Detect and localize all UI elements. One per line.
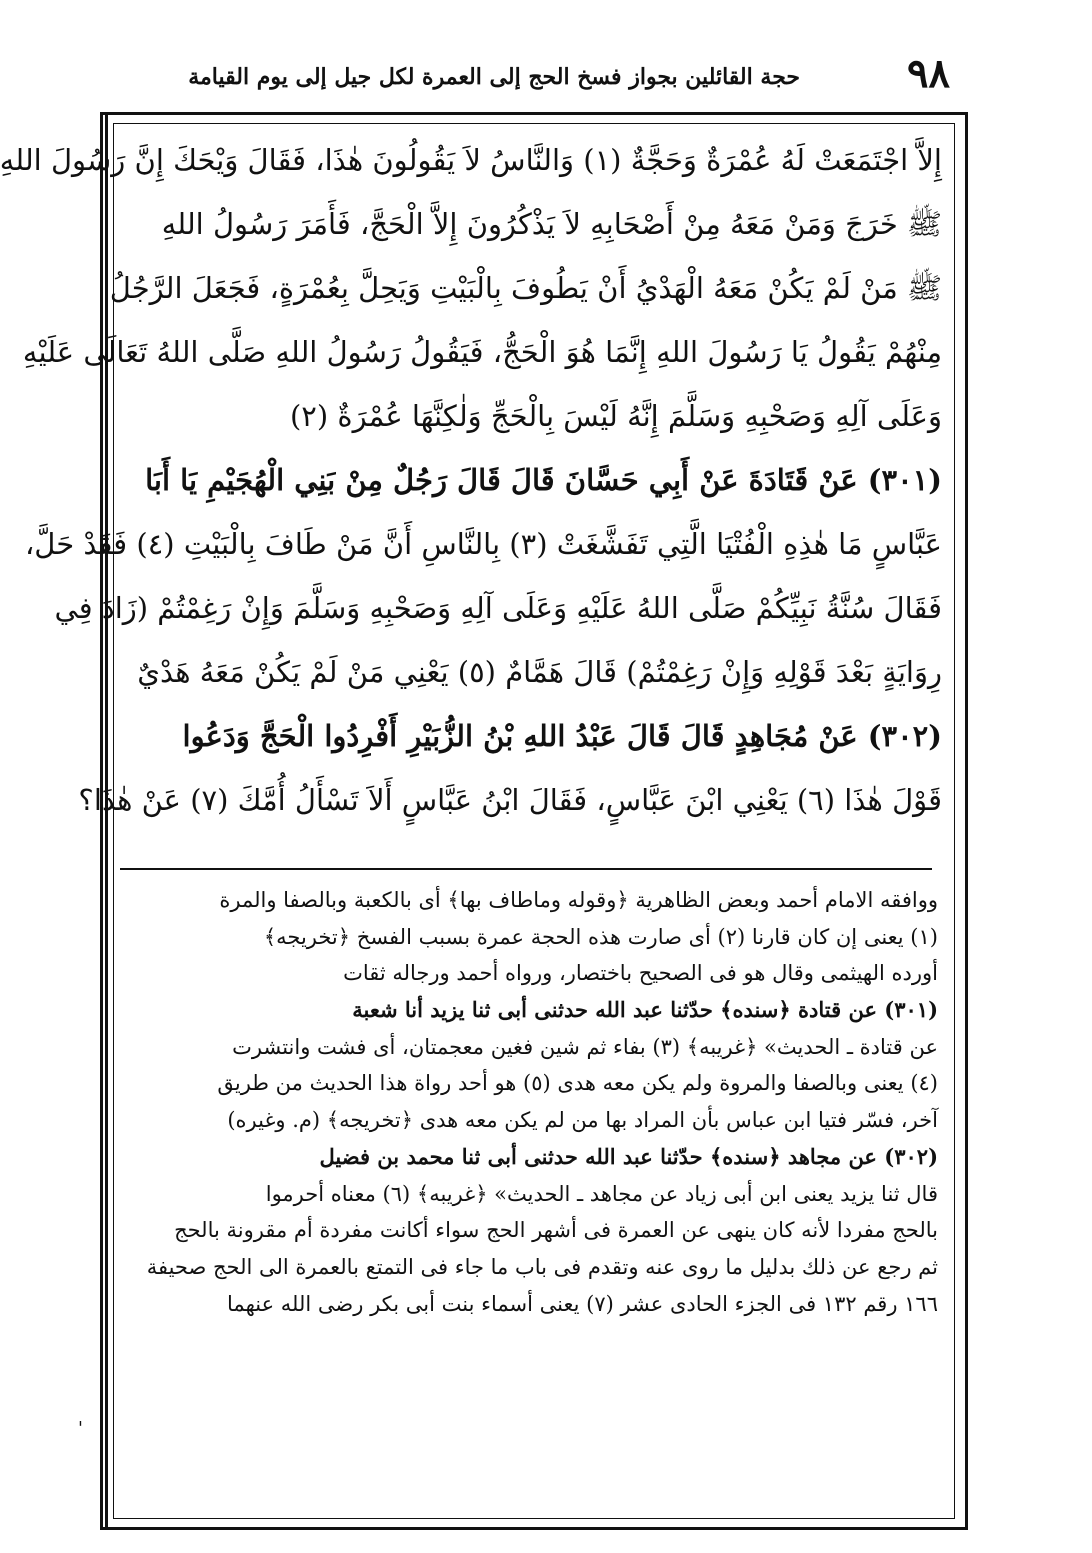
main-text-line: وَعَلَى آلِهِ وَصَحْبِهِ وَسَلَّمَ إِنَّهُ لَيْسَ بِالْحَجِّ وَلٰكِنَّهَا عُمْرَةٌ (٢) bbox=[289, 399, 942, 433]
footnote-line: (٣٠٢) عن مجاهد ﴿سنده﴾ حدّثنا عبد الله حدثنى أبى ثنا محمد بن فضيل bbox=[319, 1143, 938, 1169]
main-text-line: ﷺ مَنْ لَمْ يَكُنْ مَعَهُ الْهَدْيُ أَنْ يَطُوفَ بِالْبَيْتِ وَيَحِلَّ بِعُمْرَةٍ، فَجَعَلَ الرَّجُلُ bbox=[109, 271, 942, 305]
footnote-line: (٣٠١) عن قتادة ﴿سنده﴾ حدّثنا عبد الله حدثنى أبى ثنا يزيد أنا شعبة bbox=[352, 997, 938, 1023]
hadith-302-line: (٣٠٢) عَنْ مُجَاهِدٍ قَالَ قَالَ عَبْدُ اللهِ بْنُ الزُّبَيْرِ أَفْرِدُوا الْحَجَّ وَدَعُوا bbox=[182, 719, 942, 753]
footnote-line: ١٦٦ رقم ١٣٢ فى الجزء الحادى عشر (٧) يعنى أسماء بنت أبى بكر رضى الله عنهما bbox=[227, 1291, 938, 1316]
main-text-line: مِنْهُمْ يَقُولُ يَا رَسُولَ اللهِ إِنَّمَا هُوَ الْحَجُّ، فَيَقُولُ رَسُولُ اللهِ صَلَّى اللهُ تَعَالَى عَلَيْهِ bbox=[22, 335, 942, 369]
footnote-line: أورده الهيثمى وقال هو فى الصحيح باختصار، ورواه أحمد ورجاله ثقات bbox=[343, 961, 938, 986]
main-text-line: ﷺ خَرَجَ وَمَنْ مَعَهُ مِنْ أَصْحَابِهِ لاَ يَذْكُرُونَ إِلاَّ الْحَجَّ، فَأَمَرَ رَسُولُ اللهِ bbox=[161, 207, 942, 241]
footnote-line: ثم رجع عن ذلك بدليل ما روى عنه وتقدم فى باب ما جاء فى التمتع بالعمرة الى الحج صحيفة bbox=[146, 1254, 938, 1279]
footnote-line: عن قتادة ـ الحديث» ﴿غريبه﴾ (٣) بفاء ثم شين فغين معجمتان، أى فشت وانتشرت bbox=[232, 1034, 938, 1059]
main-text-line: قَوْلَ هٰذَا (٦) يَعْنِي ابْنَ عَبَّاسٍ، فَقَالَ ابْنُ عَبَّاسٍ أَلاَ تَسْأَلُ أُمَّكَ (٧) عَنْ هٰذَا؟ bbox=[78, 783, 942, 817]
footnote-line: (١) يعنى إن كان قارنا (٢) أى صارت هذه الحجة عمرة بسبب الفسخ ﴿تخريجه﴾ bbox=[263, 924, 938, 949]
main-text-line: رِوَايَةٍ بَعْدَ قَوْلِهِ وَإِنْ رَغِمْتُمْ) قَالَ هَمَّامٌ (٥) يَعْنِي مَنْ لَمْ يَكُنْ مَعَهُ هَدْيٌ bbox=[137, 655, 942, 689]
footnotes bbox=[112, 882, 938, 1522]
main-text-line: إِلاَّ اجْتَمَعَتْ لَهُ عُمْرَةٌ وَحَجَّةٌ (١) وَالنَّاسُ لاَ يَقُولُونَ هٰذَا، فَقَالَ وَيْحَكَ إِنَّ رَسُولَ اللهِ bbox=[0, 143, 942, 177]
page-number: ٩٨ bbox=[907, 50, 950, 97]
page-header bbox=[100, 50, 970, 110]
hadith-301-line: (٣٠١) عَنْ قَتَادَةَ عَنْ أَبِي حَسَّانَ قَالَ قَالَ رَجُلٌ مِنْ بَنِي الْهُجَيْمِ يَا أَبَا bbox=[145, 463, 942, 497]
main-text-line: عَبَّاسٍ مَا هٰذِهِ الْفُتْيَا الَّتِي تَفَشَّغَتْ (٣) بِالنَّاسِ أَنَّ مَنْ طَافَ بِالْبَيْتِ (٤) فَقَدْ حَلَّ، bbox=[24, 527, 942, 561]
footnote-divider bbox=[120, 868, 932, 870]
footnote-line: آخر، فسّر فتيا ابن عباس بأن المراد بها من لم يكن معه هدى ﴿تخريجه﴾ (م. وغيره) bbox=[227, 1108, 938, 1133]
running-title: حجة القائلين بجواز فسخ الحج إلى العمرة لكل جيل إلى يوم القيامة bbox=[188, 64, 800, 90]
footnote-line: (٤) يعنى وبالصفا والمروة ولم يكن معه هدى (٥) هو أحد رواة هذا الحديث من طريق bbox=[217, 1071, 938, 1096]
footnote-line: قال ثنا يزيد يعنى ابن أبى زياد عن مجاهد ـ الحديث» ﴿غريبه﴾ (٦) معناه أحرموا bbox=[265, 1181, 938, 1206]
footnote-line: بالحج مفردا لأنه كان ينهى عن العمرة فى أشهر الحج سواء أكانت مفردة أم مقرونة بالحج bbox=[174, 1218, 938, 1243]
footnote-line: ووافقه الامام أحمد وبعض الظاهرية ﴿وقوله وماطاف بها﴾ أى بالكعبة وبالصفا والمرة bbox=[219, 888, 938, 912]
main-text bbox=[0, 128, 942, 848]
main-text-line: فَقَالَ سُنَّةُ نَبِيِّكُمْ صَلَّى اللهُ عَلَيْهِ وَعَلَى آلِهِ وَصَحْبِهِ وَسَلَّمَ وَإِنْ رَغِمْتُمْ (زَادَ فِي bbox=[54, 591, 942, 625]
stray-ink-mark: ' bbox=[78, 1418, 83, 1439]
